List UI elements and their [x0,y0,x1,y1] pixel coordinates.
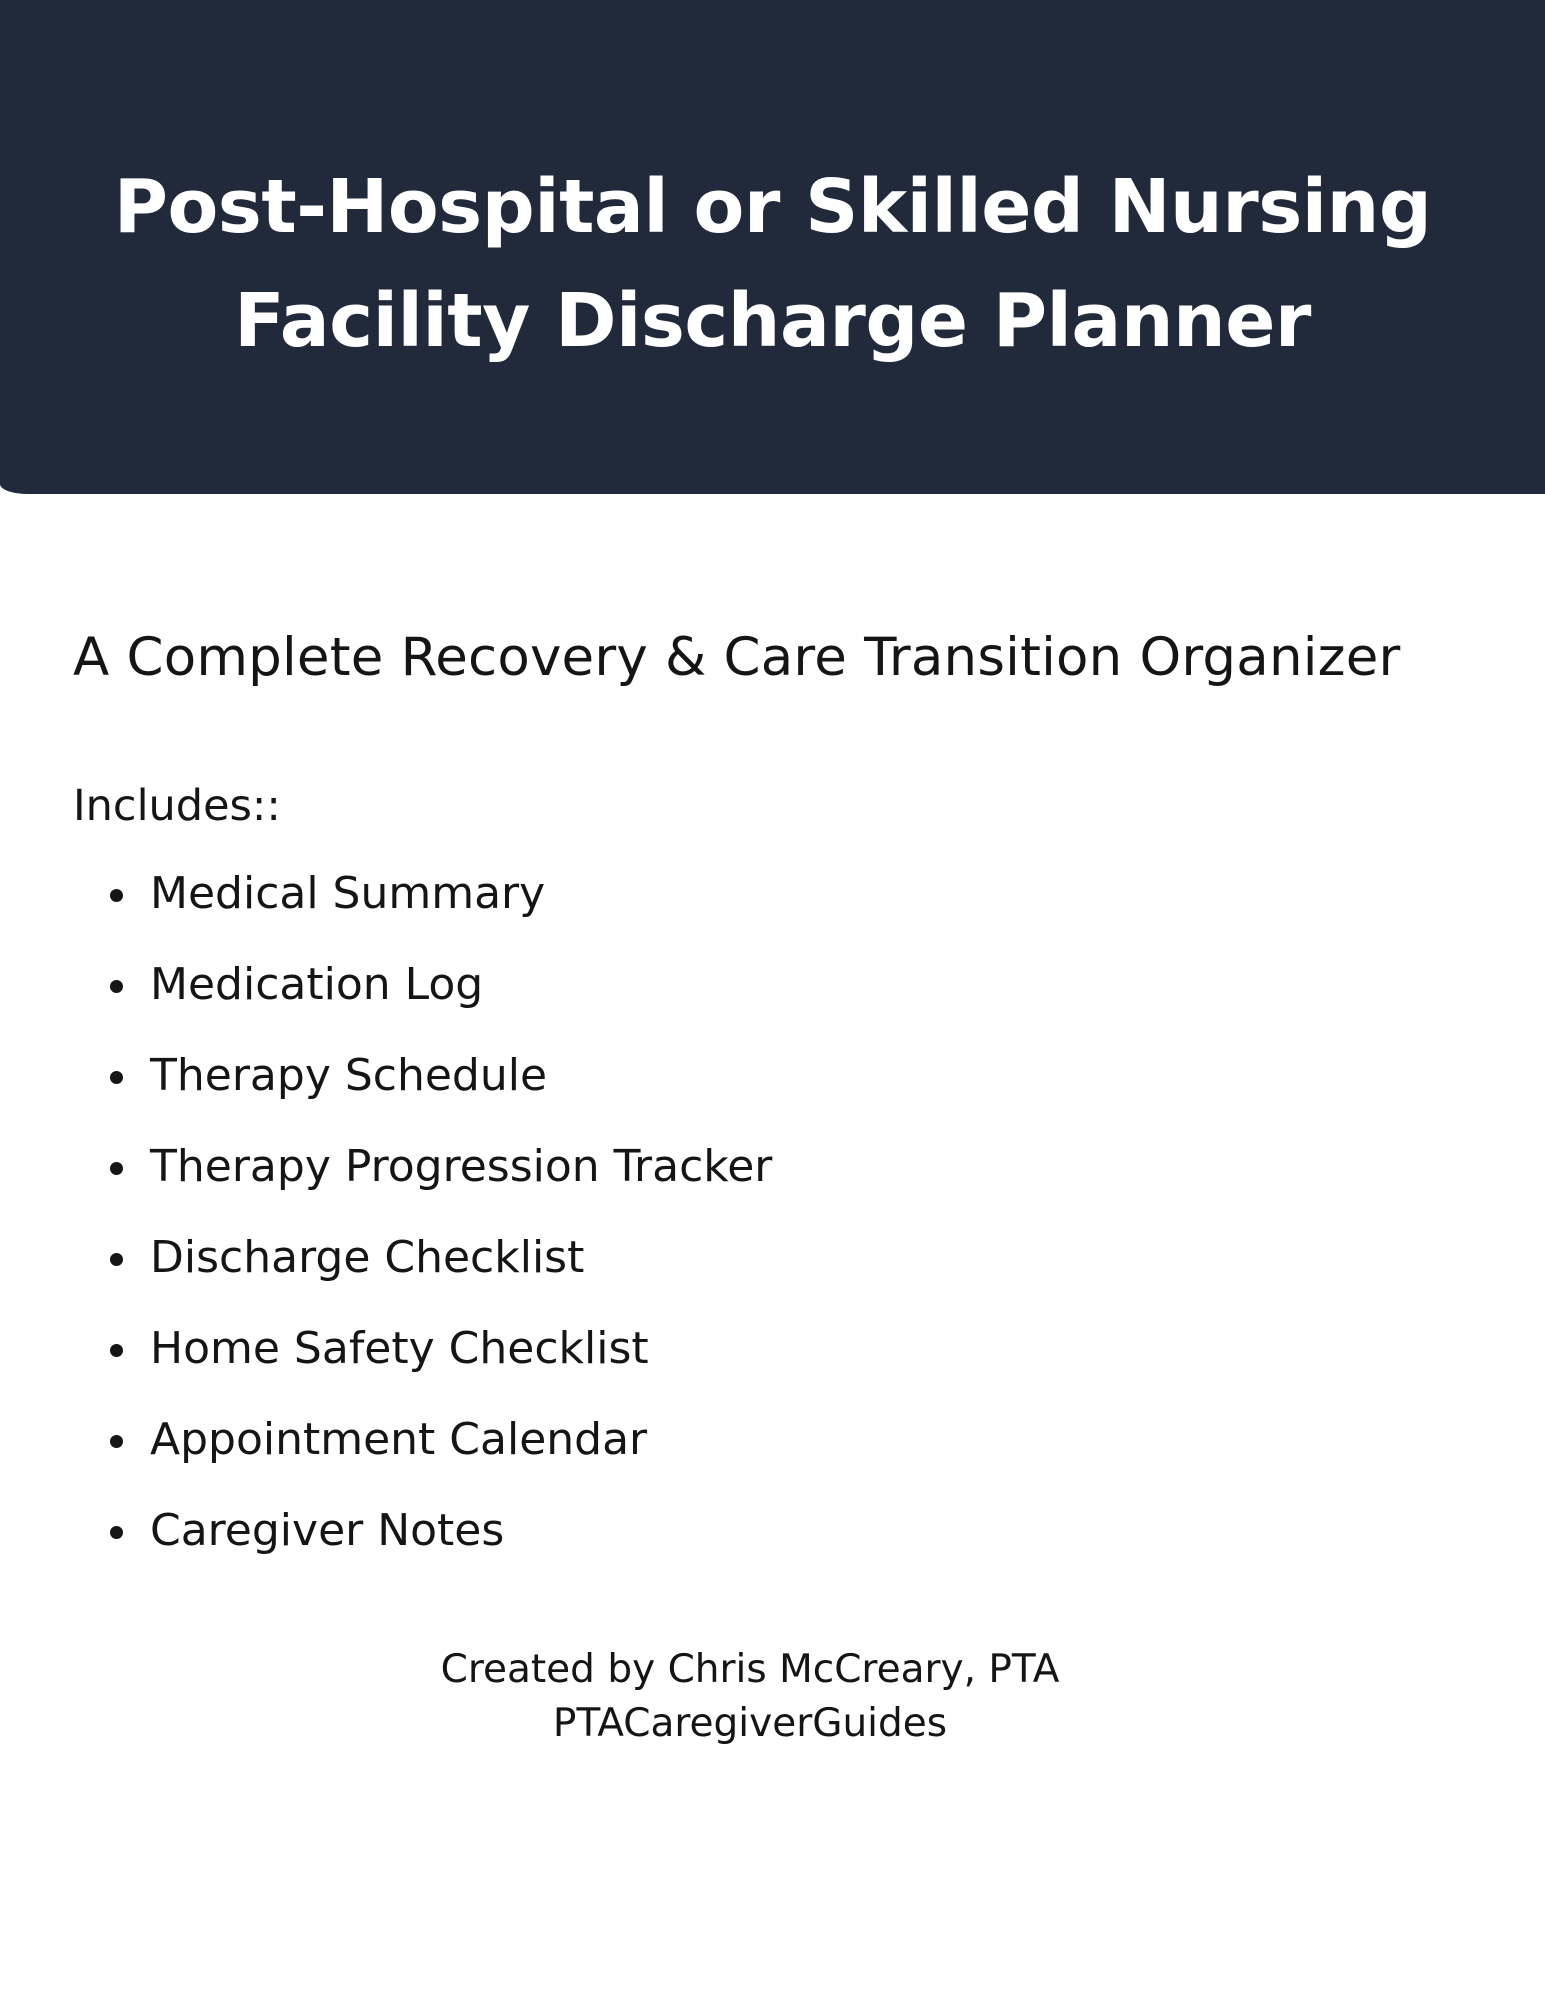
bullet-icon [110,889,123,902]
bullet-icon [110,1344,123,1357]
bullet-icon [110,1253,123,1266]
list-item-label: Medication Log [150,959,484,1010]
list-item-label: Medical Summary [150,868,546,919]
list-item-label: Appointment Calendar [150,1414,648,1465]
list-item-label: Therapy Progression Tracker [150,1141,773,1192]
author-credit: Created by Chris McCreary, PTA [440,1647,1060,1692]
brand-name: PTACaregiverGuides [552,1701,948,1746]
bullet-icon [110,980,123,993]
bullet-icon [110,1526,123,1539]
list-item-label: Discharge Checklist [150,1232,585,1283]
list-item-label: Home Safety Checklist [150,1323,649,1374]
title-line-2: Facility Discharge Planner [234,278,1311,364]
bullet-icon [110,1162,123,1175]
list-item-label: Caregiver Notes [150,1505,505,1556]
title-line-1: Post-Hospital or Skilled Nursing [113,164,1432,250]
document-subtitle: A Complete Recovery & Care Transition Organizer [73,627,1401,688]
credits-block [0,1643,1500,1751]
header-banner [0,0,1545,494]
list-item-label: Therapy Schedule [150,1050,548,1101]
bullet-icon [110,1071,123,1084]
document-title [0,150,1545,378]
bullet-icon [110,1435,123,1448]
includes-label: Includes:: [73,781,281,831]
